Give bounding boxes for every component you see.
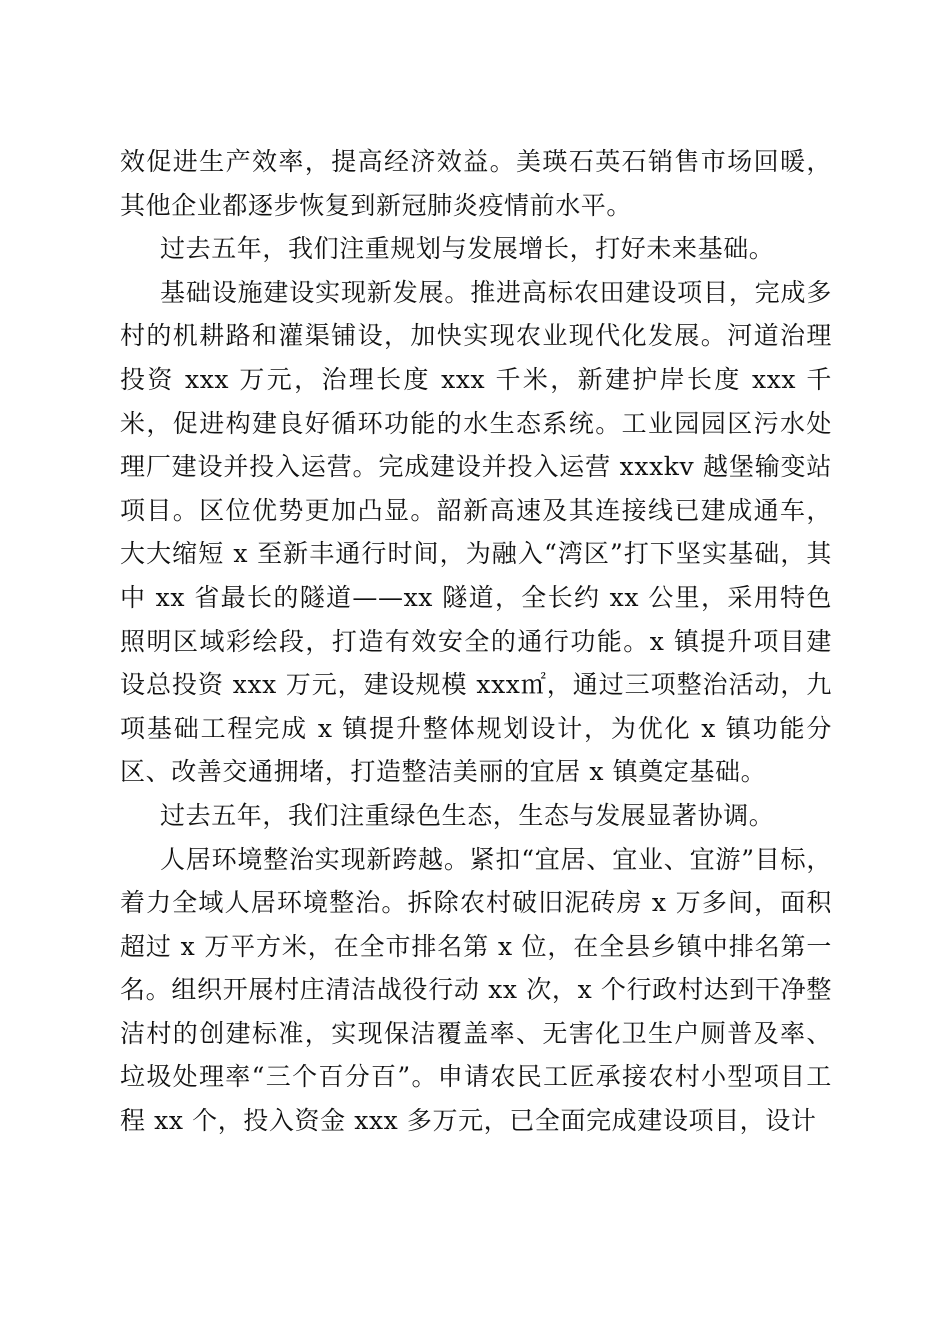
- paragraph-1: 效促进生产效率，提高经济效益。美瑛石英石销售市场回暖，其他企业都逐步恢复到新冠肺炎疫情前水平。: [120, 147, 832, 220]
- paragraph-3: 基础设施建设实现新发展。推进高标农田建设项目，完成多村的机耕路和灌渠铺设，加快实现农业现代化发展。河道治理投资 xxx 万元，治理长度 xxx 千米，新建护岸长度 xxx 千米，促进构建良好循环功能的水生态系统。工业园园区污水处理厂建设并投入运营。完成建设并投入运营 xxxkv 越堡输变站项目。区位优势更加凸显。韶新高速及其连接线已建成通车，大大缩短 x 至新丰通行时间，为融入“湾区”打下坚实基础，其中 xx 省最长的隧道——xx 隧道，全长约 xx 公里，采用特色照明区域彩绘段，打造有效安全的通行功能。x 镇提升项目建设总投资 xxx 万元，建设规模 xxx㎡，通过三项整治活动，九项基础工程完成 x 镇提升整体规划设计，为优化 x 镇功能分区、改善交通拥堵，打造整洁美丽的宜居 x 镇奠定基础。: [120, 277, 832, 787]
- paragraph-5: 人居环境整治实现新跨越。紧扣“宜居、宜业、宜游”目标，着力全域人居环境整治。拆除农村破旧泥砖房 x 万多间，面积超过 x 万平方米，在全市排名第 x 位，在全县乡镇中排名第一名。组织开展村庄清洁战役行动 xx 次，x 个行政村达到干净整洁村的创建标准，实现保洁覆盖率、无害化卫生户厕普及率、垃圾处理率“三个百分百”。申请农民工匠承接农村小型项目工程 xx 个，投入资金 xxx 多万元，已全面完成建设项目，设计: [120, 844, 832, 1136]
- paragraph-4: 过去五年，我们注重绿色生态，生态与发展显著协调。: [160, 800, 775, 830]
- document-body: [120, 140, 832, 1143]
- paragraph-2: 过去五年，我们注重规划与发展增长，打好未来基础。: [160, 234, 775, 264]
